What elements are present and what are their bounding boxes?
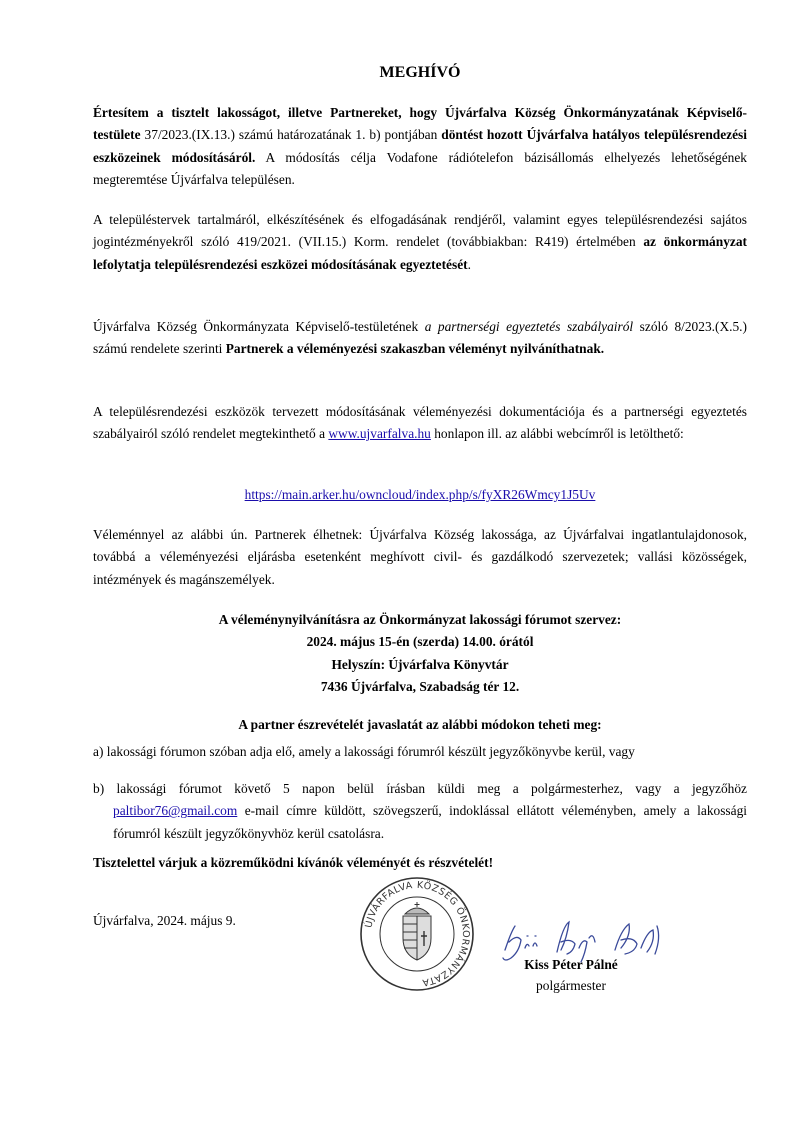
closing-line: Tisztelettel várjuk a közreműködni kívánók véleményét és részvételét! — [93, 855, 494, 870]
document-title: MEGHÍVÓ — [379, 64, 461, 81]
forum-announcement — [93, 609, 747, 699]
email-link[interactable]: paltibor76@gmail.com — [113, 803, 238, 819]
documentation-end: honlapon ill. az alábbi webcímről is letölthető: — [430, 426, 684, 442]
download-link[interactable]: https://main.arker.hu/owncloud/index.php/s/fyXR26Wmcy1J5Uv — [244, 487, 596, 502]
regulation-emphasis: az önkormányzat lefolytatja településrendezési eszközei módosításának egyeztetését — [93, 234, 747, 272]
method-b — [93, 778, 747, 845]
partnership-text-1: Újvárfalva Község Önkormányzata Képviselő-testületének — [93, 319, 425, 334]
method-a: a) lakossági fórumon szóban adja elő, amely a lakossági fórumról készült jegyzőkönyvbe kerül, vagy — [93, 744, 635, 759]
method-b-text-2: e-mail címre küldött, szövegszerű, indoklással ellátott véleményben, amely a lakossági fórumról készült jegyzőkönyvhöz kerül csatolásra. — [113, 803, 747, 841]
website-link[interactable]: www.ujvarfalva.hu — [328, 426, 431, 442]
partnership-text-2: szóló 8/2023.(X.5.) számú rendelete szerinti — [93, 319, 747, 357]
signer-title: polgármester — [536, 978, 606, 993]
coat-of-arms-icon — [403, 902, 431, 960]
method-b-text-1: b) lakossági fórumot követő 5 napon belül írásban küldi meg a polgármesterhez, vagy a jegyzőhöz — [93, 781, 747, 796]
paragraph-regulation — [93, 209, 747, 276]
forum-address: 7436 Újvárfalva, Szabadság tér 12. — [320, 679, 520, 695]
stamp-text: ÚJVÁRFALVA KÖZSÉG ÖNKORMÁNYZATA — [363, 879, 472, 988]
forum-line-1: A véleménynyilvánításra az Önkormányzat lakossági fórumot szervez: — [218, 612, 622, 627]
official-stamp — [359, 876, 475, 992]
decision-intro: Értesítem a tisztelt lakosságot, illetve Partnereket, hogy Újvárfalva Község Önkormányzatának Képviselő-testülete — [93, 105, 747, 143]
forum-date: 2024. május 15-én (szerda) 14.00. órától — [306, 634, 534, 650]
paragraph-partnership — [93, 316, 747, 361]
forum-venue: Helyszín: Újvárfalva Könyvtár — [331, 656, 509, 672]
documentation-text: A településrendezési eszközök tervezett módosításának véleményezési dokumentációja és a partnerségi egyeztetés szabályairól szóló rendelet megtekinthető a — [93, 404, 747, 442]
paragraph-documentation — [93, 401, 747, 446]
paragraph-decision — [93, 102, 747, 192]
paragraph-partners: Véleménnyel az alábbi ún. Partnerek élhetnek: Újvárfalva Község lakossága, az Újvárfalvai ingatlantulajdonosok, továbbá a véleményezési eljárásba esetenként meghívott civil- és gazdálkodó szervezetek; vallási közösségek, intézmények és magánszemélyek. — [93, 527, 747, 587]
signer-name: Kiss Péter Pálné — [524, 957, 618, 972]
partnership-emphasis: Partnerek a véleményezési szakaszban véleményt nyilváníthatnak. — [225, 341, 605, 357]
regulation-end: . — [467, 256, 471, 272]
decision-purpose: A módosítás célja Vodafone rádiótelefon bázisállomás elhelyezés lehetőségének megteremtése Újvárfalva településen. — [93, 149, 747, 188]
decision-subject: döntést hozott Újvárfalva hatályos településrendezési eszközeinek módosításáról. — [93, 127, 747, 165]
partnership-italic: a partnerségi egyeztetés szabályairól — [424, 319, 634, 334]
methods-list-b — [93, 778, 747, 845]
place-and-date: Újvárfalva, 2024. május 9. — [93, 913, 236, 928]
methods-heading: A partner észrevételét javaslatát az alábbi módokon teheti meg: — [238, 717, 602, 732]
download-url-line — [93, 484, 747, 506]
decision-reference: 37/2023.(IX.13.) számú határozatának 1. b) pontjában — [140, 127, 442, 143]
methods-list — [93, 741, 747, 763]
regulation-text: A településtervek tartalmáról, elkészítésének és elfogadásának rendjéről, valamint egyes településrendezési sajátos jogintézményekről szóló 419/2021. (VII.15.) Korm. rendelet (továbbiakban: R419) értelmében — [93, 212, 747, 250]
